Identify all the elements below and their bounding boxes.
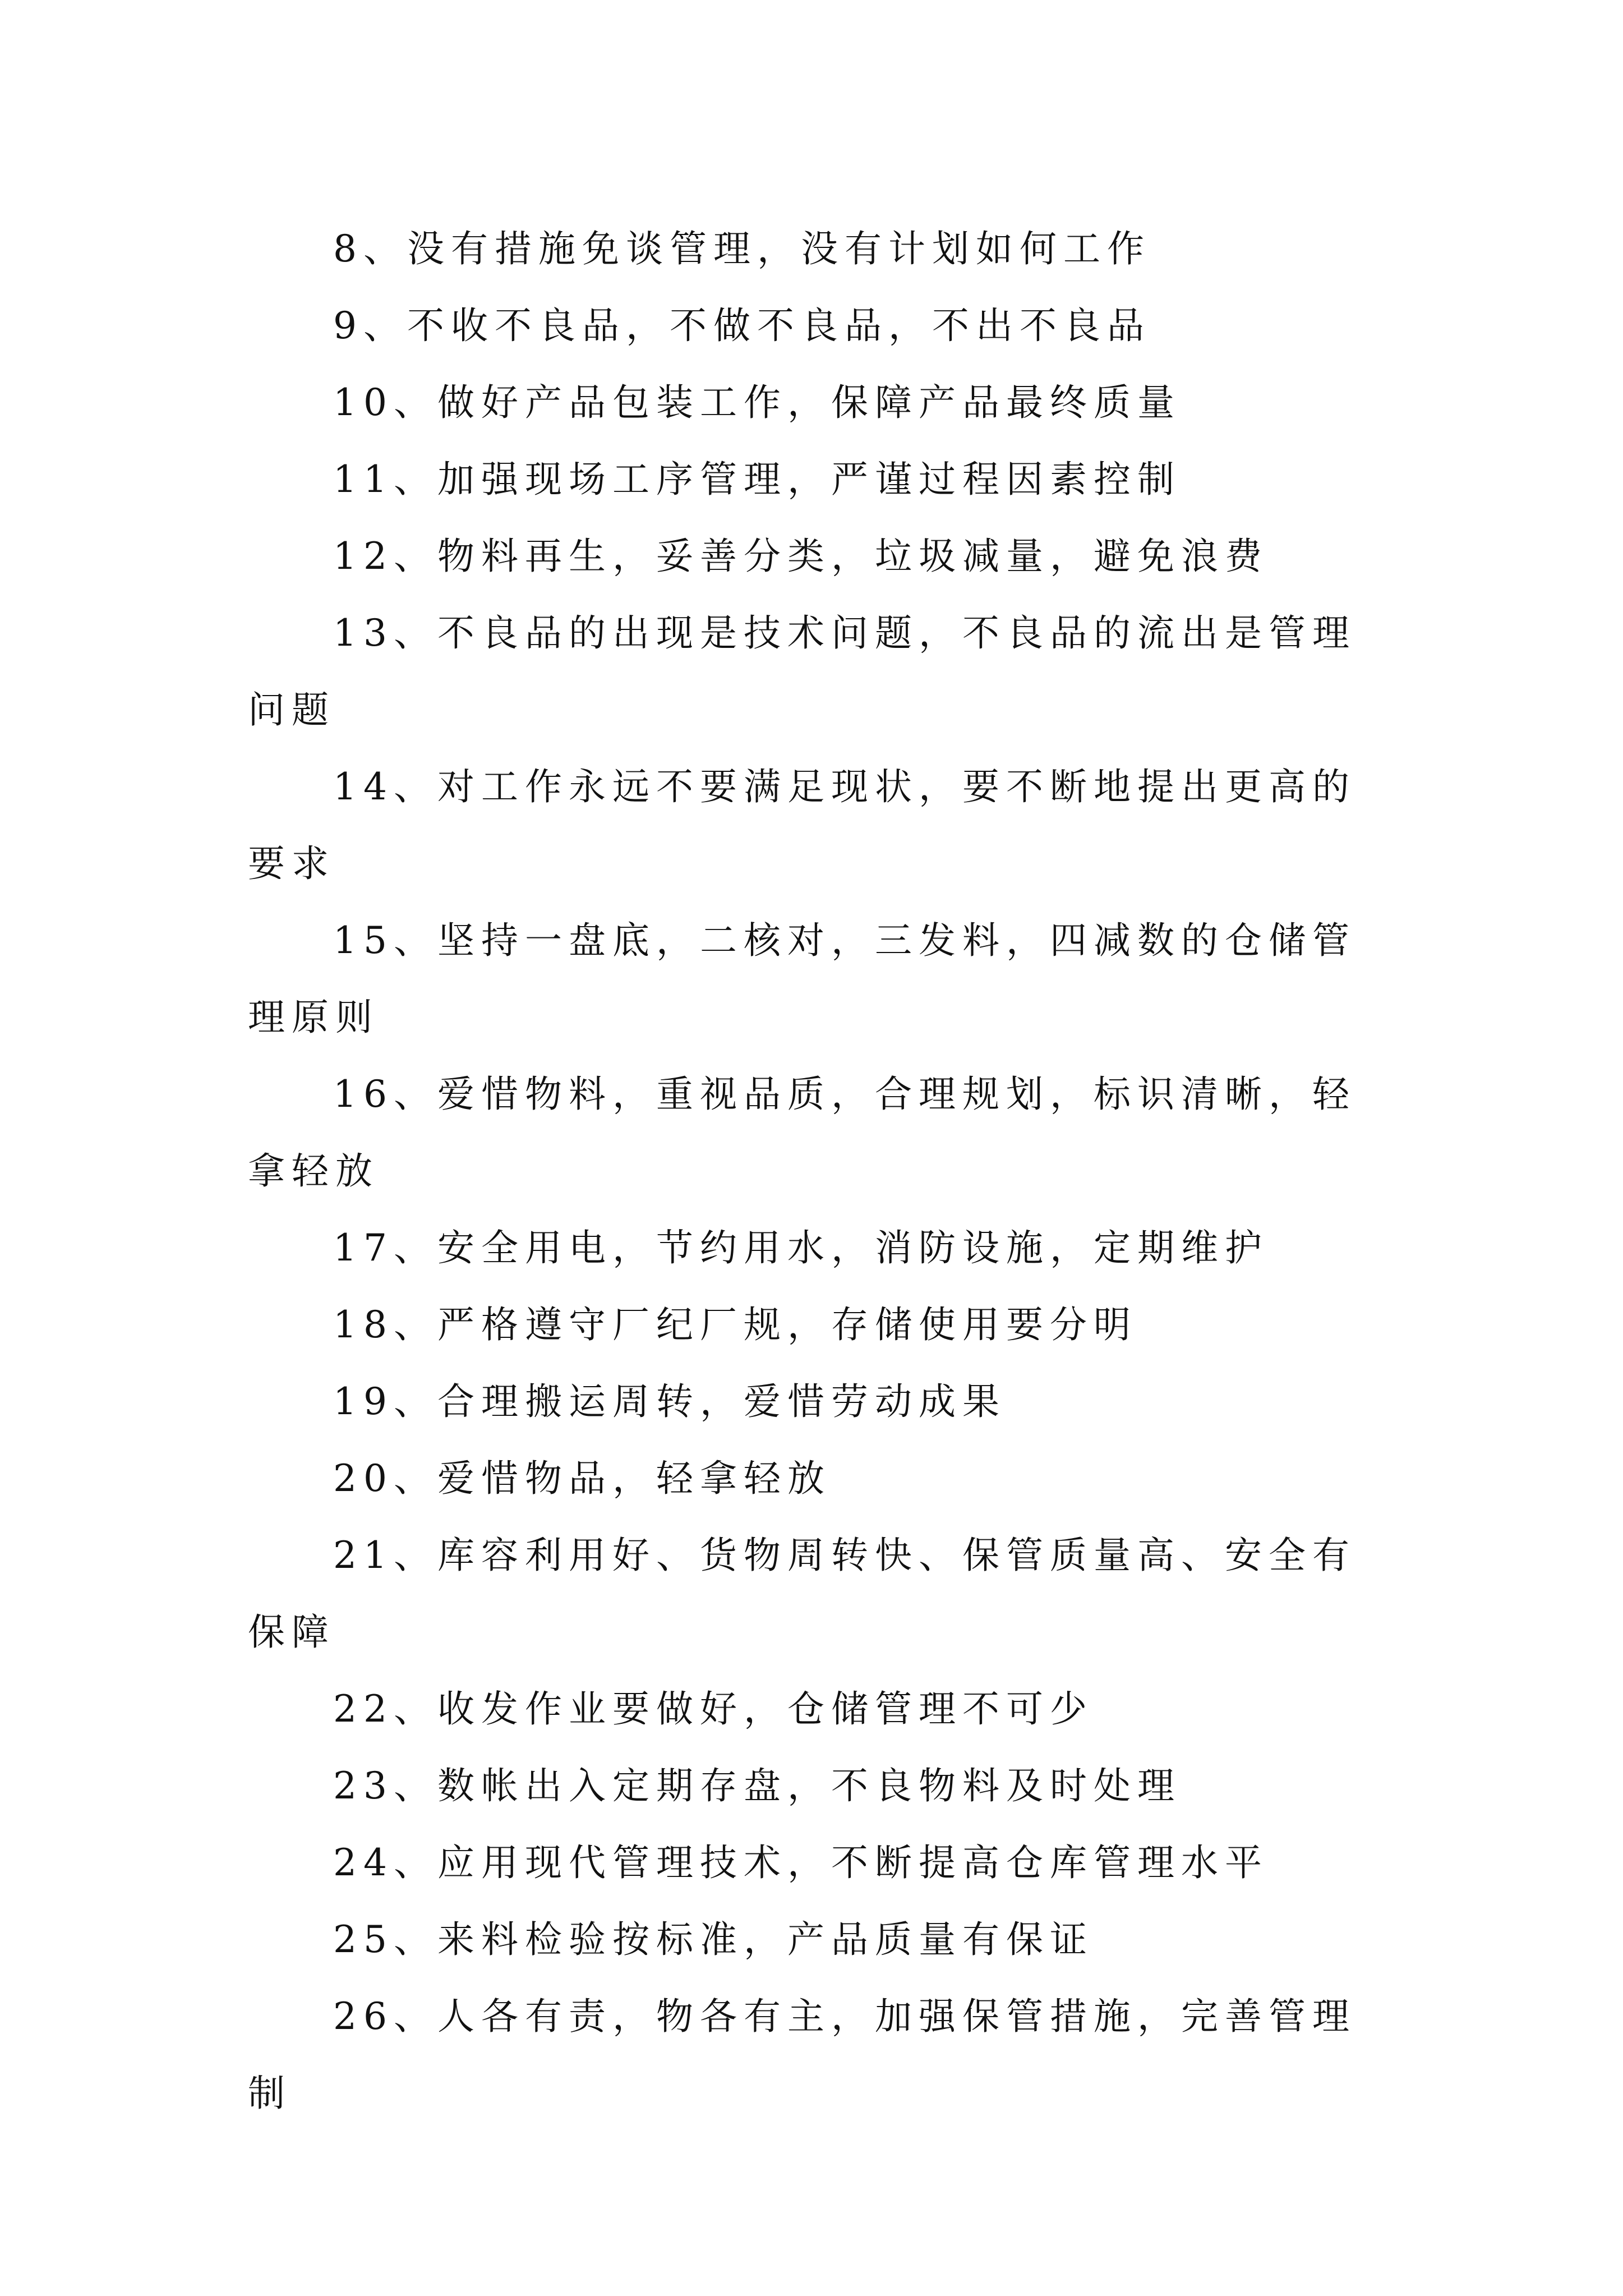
paragraph-10: 10、做好产品包装工作，保障产品最终质量 — [333, 381, 1181, 424]
paragraph-22: 22、收发作业要做好，仓储管理不可少 — [333, 1687, 1094, 1731]
paragraph-16: 16、爱惜物料，重视品质，合理规划，标识清晰，轻拿轻放 — [248, 1073, 1356, 1193]
paragraph-24: 24、应用现代管理技术，不断提高仓库管理水平 — [333, 1841, 1269, 1884]
paragraph-17: 17、安全用电，节约用水，消防设施，定期维护 — [333, 1226, 1269, 1269]
paragraph-9: 9、不收不良品，不做不良品，不出不良品 — [333, 304, 1151, 347]
paragraph-14: 14、对工作永远不要满足现状，要不断地提出更高的要求 — [248, 765, 1356, 885]
paragraph-13: 13、不良品的出现是技术问题，不良品的流出是管理问题 — [248, 611, 1356, 731]
paragraph-21: 21、库容利用好、货物周转快、保管质量高、安全有保障 — [248, 1534, 1356, 1654]
paragraph-18: 18、严格遵守厂纪厂规，存储使用要分明 — [333, 1303, 1137, 1346]
paragraph-11: 11、加强现场工序管理，严谨过程因素控制 — [333, 458, 1181, 501]
paragraph-12: 12、物料再生，妥善分类，垃圾减量，避免浪费 — [333, 535, 1269, 578]
paragraph-15: 15、坚持一盘底，二核对，三发料，四减数的仓储管理原则 — [248, 919, 1356, 1039]
document-body — [248, 210, 1380, 2132]
paragraph-20: 20、爱惜物品，轻拿轻放 — [333, 1457, 831, 1500]
paragraph-25: 25、来料检验按标准，产品质量有保证 — [333, 1918, 1094, 1961]
paragraph-8: 8、没有措施免谈管理，没有计划如何工作 — [333, 227, 1151, 270]
paragraph-23: 23、数帐出入定期存盘，不良物料及时处理 — [333, 1764, 1181, 1807]
paragraph-19: 19、合理搬运周转，爱惜劳动成果 — [333, 1380, 1006, 1423]
paragraph-26: 26、人各有责，物各有主，加强保管措施，完善管理制 — [248, 1995, 1356, 2115]
